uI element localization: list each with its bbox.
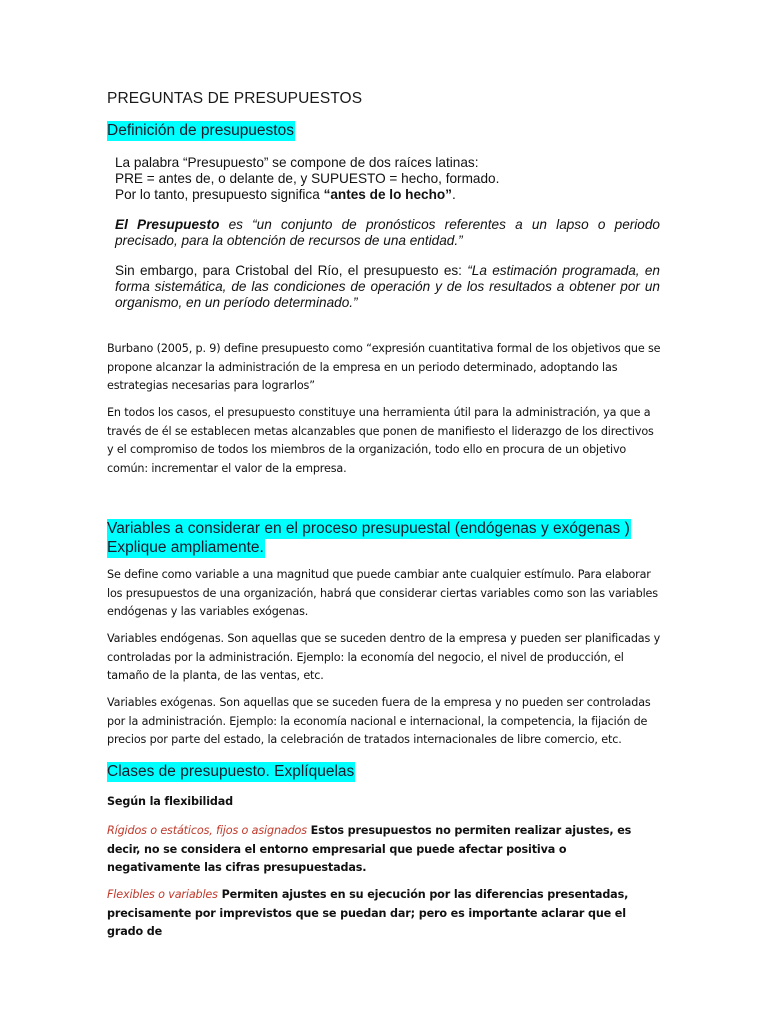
paragraph-endogenas (107, 630, 663, 686)
scan-rio-quote (115, 263, 660, 311)
item-rigidos (107, 822, 663, 878)
subheading-text: Según la flexibilidad (107, 795, 234, 808)
scanned-definition-excerpt (115, 155, 660, 311)
scan-text: Sin embargo, para Cristobal del Río, el presupuesto es: (115, 263, 468, 278)
paragraph-text: Variables exógenas. Son aquellas que se suceden fuera de la empresa y no pueden ser controladas por la administración. Ejemplo: la economía nacional e internacional, la competencia, la fijación de precios por parte del estado, la celebración de tratados internacionales de libre comercio, etc. (107, 696, 651, 746)
heading-text: Definición de presupuestos (107, 122, 294, 139)
paragraph-exogenas (107, 694, 663, 750)
item-label-red: Rígidos o estáticos, fijos o asignados (107, 824, 307, 837)
paragraph-text: Se define como variable a una magnitud que puede cambiar ante cualquier estímulo. Para elaborar los presupuestos de una organización, habrá que considerar ciertas variables como son las variables endógenas y las variables exógenas. (107, 568, 658, 618)
heading-text: Clases de presupuesto. Explíquelas (107, 763, 355, 780)
scan-text: Por lo tanto, presupuesto significa (115, 187, 324, 202)
section-heading-definicion (107, 121, 295, 140)
page-title: PREGUNTAS DE PRESUPUESTOS (107, 90, 363, 107)
scan-text: . (451, 187, 456, 202)
item-text (107, 886, 663, 942)
scan-definition (115, 217, 660, 249)
paragraph-text: En todos los casos, el presupuesto constituye una herramienta útil para la administración, ya que a través de él se establecen metas alcanzables que ponen de manifiesto el liderazgo de los directivos y el compromiso de todos los miembros de la organización, todo ello en procura de un objetivo común: incrementar el valor de la empresa. (107, 406, 654, 475)
item-text (107, 822, 663, 878)
scan-italic-text: “La estimación programada, en forma sistemática, de las condiciones de operación y de los resultados a obtener por un organismo, en un período determinado.” (115, 263, 660, 310)
scan-bold-italic-text: El Presupuesto (115, 217, 220, 232)
scan-bold-text: “antes de lo hecho” (323, 187, 452, 202)
item-flexibles (107, 886, 663, 942)
scan-line: La palabra “Presupuesto” se compone de dos raíces latinas: (115, 155, 479, 170)
paragraph-variable-def (107, 566, 663, 622)
paragraph-herramienta (107, 404, 663, 478)
paragraph-text: Burbano (2005, p. 9) define presupuesto como “expresión cuantitativa formal de los objetivos que se propone alcanzar la administración de la empresa en un periodo determinado, adoptando las estrategias necesarias para lograrlos” (107, 342, 661, 392)
section-heading-clases (107, 762, 355, 781)
scan-italic-text: es “un conjunto de pronósticos referentes a un lapso o periodo precisado, para la obtención de recursos de una entidad.” (115, 217, 660, 248)
paragraph-burbano (107, 340, 663, 396)
item-description: Estos presupuestos no permiten realizar ajustes, es decir, no se considera el entorno empresarial que puede afectar positiva o negativamente las cifras presupuestadas. (107, 824, 632, 874)
item-description: Permiten ajustes en su ejecución por las diferencias presentadas, precisamente por imprevistos que se puedan dar; pero es importante aclarar que el grado de (107, 888, 629, 938)
section-heading-variables (107, 519, 667, 557)
item-label-red: Flexibles o variables (107, 888, 218, 901)
paragraph-text: Variables endógenas. Son aquellas que se suceden dentro de la empresa y pueden ser planificadas y controladas por la administración. Ejemplo: la economía del negocio, el nivel de producción, el tamaño de la planta, de las ventas, etc. (107, 632, 661, 682)
heading-text: Variables a considerar en el proceso presupuestal (endógenas y exógenas ) Explique ampliamente. (107, 520, 630, 556)
scan-line: PRE = antes de, o delante de, y SUPUESTO = hecho, formado. (115, 171, 500, 186)
scan-line (115, 187, 660, 203)
subheading-flexibilidad (107, 793, 663, 812)
